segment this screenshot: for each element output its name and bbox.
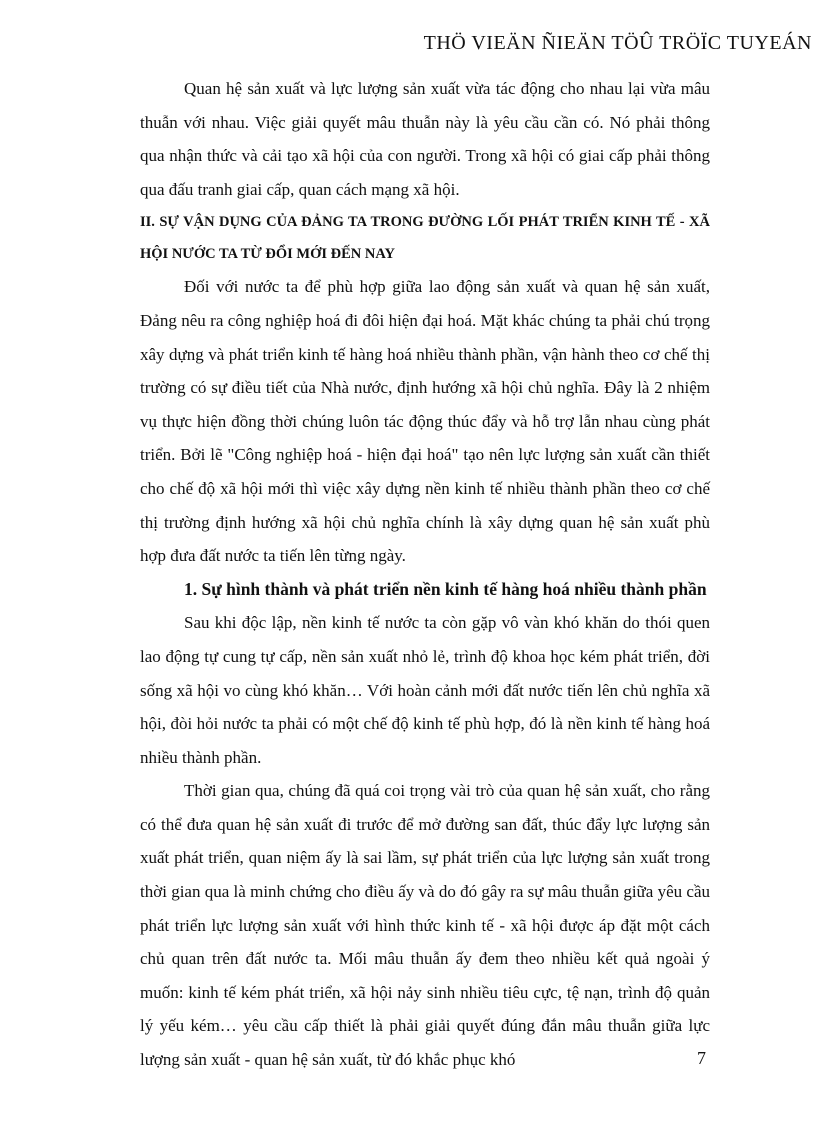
subsection-heading: 1. Sự hình thành và phát triển nền kinh tế hàng hoá nhiều thành phần: [184, 578, 707, 599]
document-header: THÖ VIEÄN ÑIEÄN TÖÛ TRÖÏC TUYEÁN: [423, 32, 812, 54]
paragraph: Đối với nước ta để phù hợp giữa lao động sản xuất và quan hệ sản xuất, Đảng nêu ra công nghiệp hoá đi đôi hiện đại hoá. Mặt khác chúng ta phải chú trọng xây dựng và phát triển kinh tế hàng hoá nhiều thành phần, vận hành theo cơ chế thị trường có sự điều tiết của Nhà nước, định hướng xã hội chủ nghĩa. Đây là 2 nhiệm vụ thực hiện đồng thời chúng luôn tác động thúc đẩy và hỗ trợ lẫn nhau cùng phát triển. Bởi lẽ "Công nghiệp hoá - hiện đại hoá" tạo nên lực lượng sản xuất cần thiết cho chế độ xã hội mới thì việc xây dựng nền kinh tế nhiều thành phần theo cơ chế thị trường định hướng xã hội chủ nghĩa chính là xây dựng quan hệ sản xuất phù hợp đưa đất nước ta tiến lên từng ngày.: [140, 277, 710, 566]
document-body: [140, 72, 710, 1077]
paragraph: Quan hệ sản xuất và lực lượng sản xuất vừa tác động cho nhau lại vừa mâu thuẫn với nhau. Việc giải quyết mâu thuẫn này là yêu cầu cần có. Nó phải thông qua nhận thức và cải tạo xã hội của con người. Trong xã hội có giai cấp phải thông qua đấu tranh giai cấp, quan cách mạng xã hội.: [140, 79, 710, 199]
section-heading: II. SỰ VẬN DỤNG CỦA ĐẢNG TA TRONG ĐƯỜNG LỐI PHÁT TRIỂN KINH TẾ - XÃ HỘI NƯỚC TA TỪ ĐỔI MỚI ĐẾN NAY: [140, 214, 710, 263]
page-number: 7: [697, 1048, 706, 1068]
paragraph: Thời gian qua, chúng đã quá coi trọng vài trò của quan hệ sản xuất, cho rằng có thể đưa quan hệ sản xuất đi trước để mở đường san đất, thúc đẩy lực lượng sản xuất phát triển, quan niệm ấy là sai lầm, sự phát triển của lực lượng sản xuất trong thời gian qua là minh chứng cho điều ấy và do đó gây ra sự mâu thuẫn giữa yêu cầu phát triển lực lượng sản xuất với hình thức kinh tế - xã hội được áp đặt một cách chủ quan trên đất nước ta. Mối mâu thuẫn ấy đem theo nhiều kết quả ngoài ý muốn: kinh tế kém phát triển, xã hội nảy sinh nhiều tiêu cực, tệ nạn, trình độ quản lý yếu kém… yêu cầu cấp thiết là phải giải quyết đúng đắn mâu thuẫn giữa lực lượng sản xuất - quan hệ sản xuất, từ đó khắc phục khó: [140, 781, 710, 1070]
paragraph: Sau khi độc lập, nền kinh tế nước ta còn gặp vô vàn khó khăn do thói quen lao động tự cung tự cấp, nền sản xuất nhỏ lẻ, trình độ khoa học kém phát triển, đời sống xã hội vo cùng khó khăn… Với hoàn cảnh mới đất nước tiến lên chủ nghĩa xã hội, đòi hỏi nước ta phải có một chế độ kinh tế phù hợp, đó là nền kinh tế hàng hoá nhiều thành phần.: [140, 613, 710, 767]
